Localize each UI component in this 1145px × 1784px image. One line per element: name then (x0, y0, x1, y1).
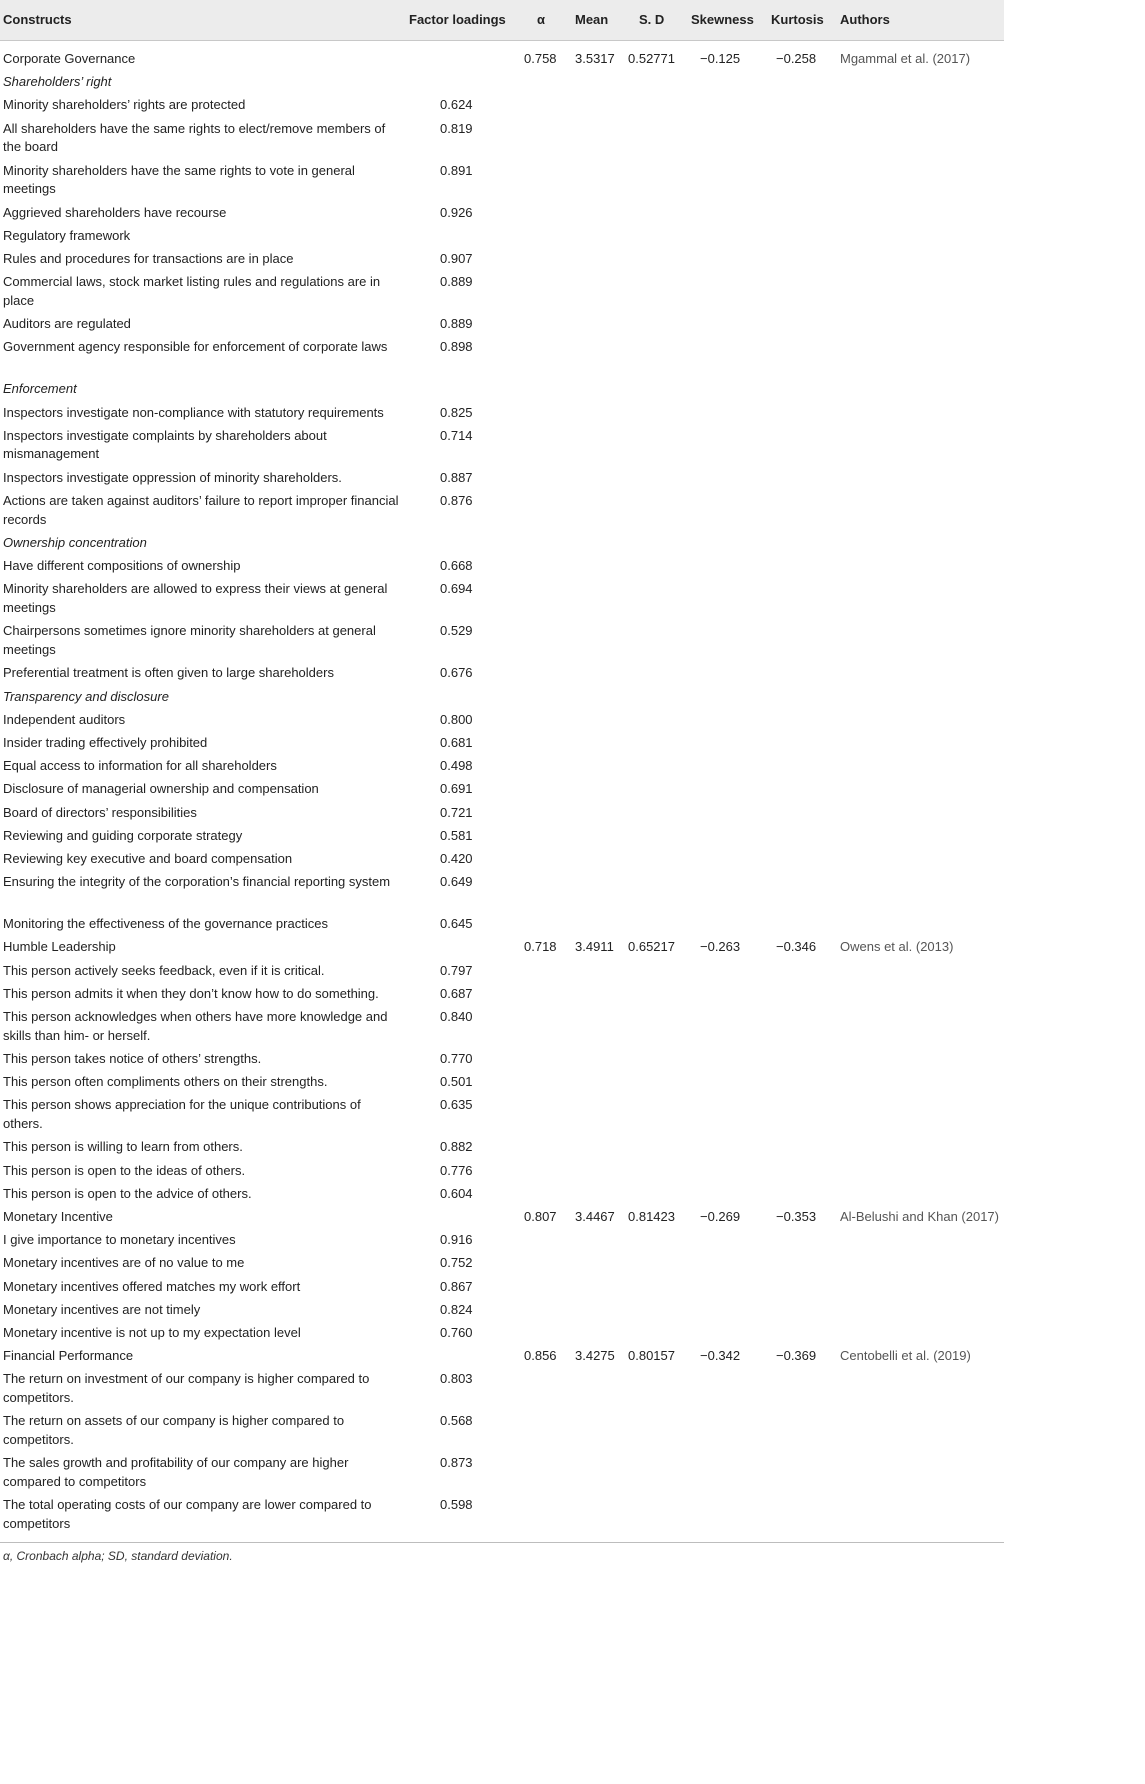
item-label: Commercial laws, stock market listing rules and regulations are in place (3, 274, 381, 308)
subheading-row (0, 73, 1004, 96)
table-row (0, 1096, 1004, 1138)
factor-loading: 0.797 (440, 962, 473, 978)
factor-loading: 0.907 (440, 251, 473, 266)
table-row (0, 120, 1004, 162)
kurtosis-value: −0.346 (776, 939, 817, 955)
factor-loading: 0.889 (440, 316, 473, 332)
skewness-value: −0.263 (700, 939, 741, 955)
table-row (0, 273, 1004, 315)
factor-loading: 0.876 (440, 493, 473, 508)
author-citation: Owens et al. (2013) (840, 939, 954, 955)
table-row (0, 1050, 1004, 1073)
subheading-row (0, 688, 1004, 711)
table-row (0, 469, 1004, 492)
table-row (0, 1138, 1004, 1161)
mean-value: 3.5317 (575, 51, 615, 66)
construct-name: Financial Performance (3, 1348, 134, 1364)
item-label: Minority shareholders are allowed to express their views at general meetings (3, 581, 388, 615)
table-row (0, 227, 1004, 250)
item-label: The return on assets of our company is higher compared to competitors. (3, 1413, 345, 1447)
item-label: This person acknowledges when others have more knowledge and skills than him- or herself. (3, 1009, 388, 1043)
author-citation: Centobelli et al. (2019) (840, 1348, 971, 1364)
mean-value: 3.4911 (575, 939, 614, 955)
construct-name: Corporate Governance (3, 51, 136, 66)
item-label: Shareholders’ right (3, 74, 112, 90)
factor-loading: 0.891 (440, 162, 473, 178)
item-label: This person takes notice of others’ strengths. (3, 1051, 262, 1066)
table-row (0, 1008, 1004, 1050)
item-label: Have different compositions of ownership (3, 558, 241, 574)
item-label: Preferential treatment is often given to large shareholders (3, 665, 334, 681)
item-label: All shareholders have the same rights to elect/remove members of the board (3, 120, 386, 155)
table-row (0, 962, 1004, 985)
factor-loading: 0.635 (440, 1097, 473, 1113)
table-row (0, 1412, 1004, 1454)
factor-loading: 0.568 (440, 1413, 473, 1429)
item-label: Equal access to information for all shareholders (3, 758, 277, 774)
table-row (0, 1278, 1004, 1301)
factor-loading: 0.824 (440, 1301, 473, 1317)
item-label: Ownership concentration (3, 535, 147, 550)
item-label: I give importance to monetary incentives (3, 1232, 236, 1248)
table-row (0, 827, 1004, 850)
item-label: Board of directors’ responsibilities (3, 804, 197, 820)
item-label: This person is open to the advice of others. (3, 1185, 252, 1201)
item-label: Disclosure of managerial ownership and compensation (3, 781, 319, 797)
factor-loading: 0.803 (440, 1371, 473, 1387)
factor-loading: 0.916 (440, 1232, 473, 1248)
table-row (0, 250, 1004, 273)
header-authors: Authors (840, 12, 890, 27)
author-citation: Mgammal et al. (2017) (840, 51, 971, 66)
alpha-value: 0.807 (524, 1209, 557, 1224)
item-label: Monetary incentive is not up to my expectation level (3, 1325, 301, 1340)
table-row (0, 915, 1004, 938)
factor-loading: 0.867 (440, 1278, 473, 1294)
table-row (0, 427, 1004, 469)
factor-loading: 0.529 (440, 623, 473, 639)
sd-value: 0.81423 (628, 1209, 675, 1224)
table-row (0, 1073, 1004, 1096)
item-label: Reviewing key executive and board compensation (3, 851, 293, 866)
table-row (0, 1254, 1004, 1277)
skewness-value: −0.125 (700, 51, 741, 66)
factor-loading: 0.873 (440, 1455, 473, 1471)
kurtosis-value: −0.353 (776, 1209, 817, 1224)
item-label: This person is willing to learn from others. (3, 1139, 243, 1155)
factor-loading: 0.676 (440, 665, 473, 681)
table-row (0, 622, 1004, 664)
alpha-value: 0.718 (524, 939, 557, 955)
table-row (0, 404, 1004, 427)
subheading-row (0, 380, 1004, 403)
factor-loading: 0.649 (440, 874, 473, 890)
item-label: Monetary incentives are of no value to me (3, 1255, 245, 1271)
table-row (0, 711, 1004, 734)
factor-loading: 0.687 (440, 985, 473, 1001)
item-label: Inspectors investigate complaints by shareholders about mismanagement (3, 427, 327, 462)
table-row (0, 804, 1004, 827)
construct-row (0, 938, 1004, 961)
sd-value: 0.52771 (628, 51, 675, 66)
item-label: Aggrieved shareholders have recourse (3, 204, 227, 220)
factor-loading: 0.898 (440, 339, 473, 355)
factor-loading: 0.889 (440, 274, 473, 290)
item-label: The sales growth and profitability of our company are higher compared to competitors (3, 1455, 349, 1489)
header-skewness: Skewness (691, 12, 754, 27)
item-label: Enforcement (3, 381, 77, 397)
table-row (0, 850, 1004, 873)
item-label: Minority shareholders’ rights are protected (3, 97, 246, 113)
factor-loading: 0.760 (440, 1325, 473, 1340)
table-row (0, 96, 1004, 119)
table-bottom-rule (0, 1542, 1004, 1543)
factor-loading: 0.498 (440, 758, 473, 774)
factor-loading: 0.926 (440, 204, 473, 220)
construct-row (0, 1208, 1004, 1231)
item-label: The total operating costs of our company are lower compared to competitors (3, 1497, 372, 1531)
item-label: Auditors are regulated (3, 316, 131, 332)
table-row (0, 780, 1004, 803)
item-label: Monetary incentives offered matches my work effort (3, 1278, 301, 1294)
table-row (0, 492, 1004, 534)
factor-loading: 0.694 (440, 581, 473, 597)
item-label: Ensuring the integrity of the corporation’s financial reporting system (3, 874, 391, 890)
table-header (0, 0, 1004, 41)
item-label: This person actively seeks feedback, even if it is critical. (3, 962, 325, 978)
factor-loading: 0.714 (440, 427, 473, 443)
factor-loading: 0.752 (440, 1255, 473, 1271)
mean-value: 3.4275 (575, 1348, 615, 1364)
construct-name: Monetary Incentive (3, 1209, 113, 1224)
item-label: The return on investment of our company is higher compared to competitors. (3, 1371, 370, 1405)
factor-loading: 0.501 (440, 1074, 473, 1090)
item-label: Inspectors investigate oppression of minority shareholders. (3, 469, 342, 485)
table-row (0, 734, 1004, 757)
item-label: Actions are taken against auditors’ failure to report improper financial records (3, 493, 399, 527)
item-label: Government agency responsible for enforcement of corporate laws (3, 339, 388, 355)
subheading-row (0, 534, 1004, 557)
table-row (0, 985, 1004, 1008)
item-label: Inspectors investigate non-compliance with statutory requirements (3, 404, 384, 420)
item-label: This person shows appreciation for the unique contributions of others. (3, 1097, 361, 1131)
table-row (0, 162, 1004, 204)
item-label: This person often compliments others on their strengths. (3, 1074, 328, 1090)
item-label: Monitoring the effectiveness of the governance practices (3, 916, 328, 932)
table-row (0, 1231, 1004, 1254)
factor-loading: 0.681 (440, 735, 473, 750)
sd-value: 0.80157 (628, 1348, 675, 1364)
table-footnote: α, Cronbach alpha; SD, standard deviation. (3, 1549, 233, 1563)
item-label: Monetary incentives are not timely (3, 1301, 201, 1317)
construct-row (0, 1347, 1004, 1370)
header-alpha: α (537, 12, 545, 27)
item-label: Insider trading effectively prohibited (3, 735, 208, 750)
alpha-value: 0.856 (524, 1348, 557, 1364)
factor-loading: 0.645 (440, 916, 473, 932)
factor-loading: 0.819 (440, 120, 473, 136)
item-label: This person admits it when they don’t know how to do something. (3, 985, 379, 1001)
construct-row (0, 50, 1004, 73)
factor-loading: 0.825 (440, 404, 473, 420)
table-row (0, 557, 1004, 580)
header-sd: S. D (639, 12, 665, 27)
factor-loading: 0.800 (440, 711, 473, 727)
factor-loading: 0.668 (440, 558, 473, 574)
construct-name: Humble Leadership (3, 939, 116, 955)
author-citation: Al-Belushi and Khan (2017) (840, 1209, 999, 1224)
table-row (0, 1370, 1004, 1412)
item-label: Reviewing and guiding corporate strategy (3, 827, 243, 843)
table-row (0, 757, 1004, 780)
table-row (0, 1324, 1004, 1347)
item-label: Transparency and disclosure (3, 688, 169, 704)
table-row (0, 315, 1004, 338)
table-row (0, 204, 1004, 227)
sd-value: 0.65217 (628, 939, 675, 955)
factor-loading: 0.776 (440, 1162, 473, 1178)
kurtosis-value: −0.369 (776, 1348, 817, 1364)
skewness-value: −0.342 (700, 1348, 741, 1364)
mean-value: 3.4467 (575, 1209, 615, 1224)
table-row (0, 1162, 1004, 1185)
table-row (0, 1301, 1004, 1324)
table-row (0, 338, 1004, 380)
table-row (0, 580, 1004, 622)
factor-loading: 0.721 (440, 804, 473, 820)
factor-loading: 0.604 (440, 1185, 473, 1201)
table-row (0, 1454, 1004, 1496)
header-mean: Mean (575, 12, 609, 27)
header-factor-loadings: Factor loadings (409, 12, 506, 27)
item-label: Rules and procedures for transactions are in place (3, 251, 294, 266)
table-row (0, 1185, 1004, 1208)
header-kurtosis: Kurtosis (771, 12, 824, 27)
factor-loading: 0.581 (440, 827, 473, 843)
factor-loading: 0.840 (440, 1009, 473, 1024)
alpha-value: 0.758 (524, 51, 557, 66)
table-row (0, 664, 1004, 687)
factor-loading: 0.691 (440, 781, 473, 797)
table-row (0, 873, 1004, 915)
skewness-value: −0.269 (700, 1209, 741, 1224)
item-label: Minority shareholders have the same rights to vote in general meetings (3, 162, 355, 197)
factor-loading: 0.598 (440, 1497, 473, 1513)
table-row (0, 1496, 1004, 1538)
factor-loading: 0.770 (440, 1051, 473, 1066)
factor-loading: 0.420 (440, 851, 473, 866)
item-label: This person is open to the ideas of others. (3, 1162, 246, 1178)
factor-loading: 0.882 (440, 1139, 473, 1155)
kurtosis-value: −0.258 (776, 51, 817, 66)
item-label: Regulatory framework (3, 227, 131, 243)
item-label: Chairpersons sometimes ignore minority shareholders at general meetings (3, 623, 376, 657)
header-constructs: Constructs (3, 12, 72, 27)
item-label: Independent auditors (3, 711, 126, 727)
factor-loading: 0.887 (440, 469, 473, 485)
factor-loading: 0.624 (440, 97, 473, 113)
